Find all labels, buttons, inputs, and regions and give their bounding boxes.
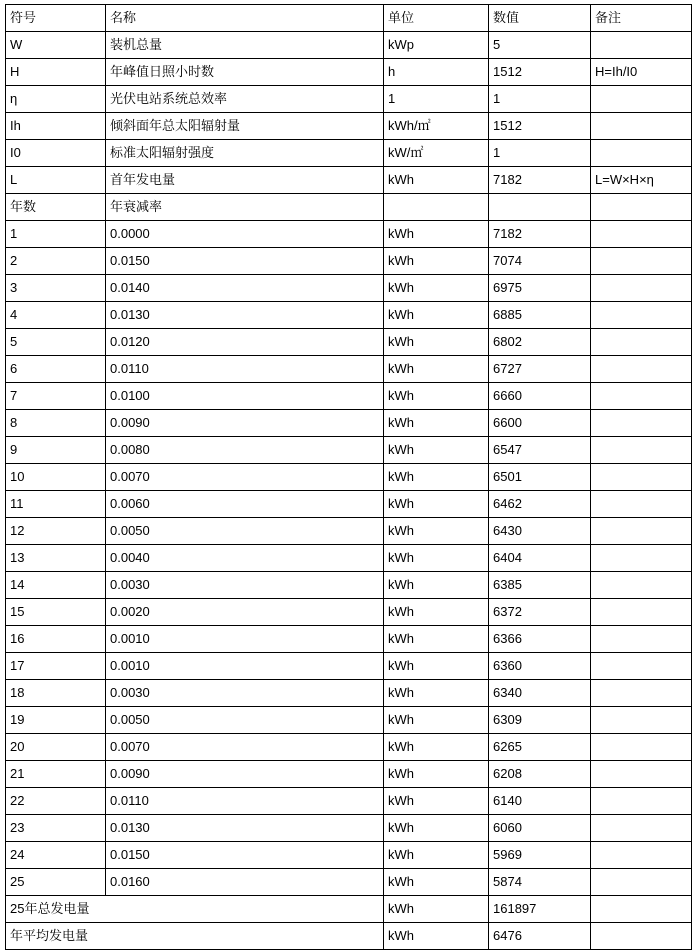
cell-symbol: 22 xyxy=(6,788,106,815)
cell-note xyxy=(591,464,692,491)
cell-value: 6385 xyxy=(489,572,591,599)
cell-symbol: 12 xyxy=(6,518,106,545)
cell-unit: kWh xyxy=(384,626,489,653)
table-row xyxy=(6,86,692,113)
cell-note xyxy=(591,437,692,464)
cell-value: 6975 xyxy=(489,275,591,302)
cell-name: 0.0150 xyxy=(106,842,384,869)
cell-value: 1512 xyxy=(489,59,591,86)
table-row xyxy=(6,194,692,221)
table-row xyxy=(6,464,692,491)
table-header-row xyxy=(6,5,692,32)
cell-unit: kWh xyxy=(384,734,489,761)
table-row xyxy=(6,248,692,275)
cell-note xyxy=(591,518,692,545)
cell-symbol: 13 xyxy=(6,545,106,572)
cell-symbol: 10 xyxy=(6,464,106,491)
cell-symbol: 6 xyxy=(6,356,106,383)
cell-name: 0.0030 xyxy=(106,572,384,599)
cell-unit: kWh xyxy=(384,761,489,788)
cell-value: 6885 xyxy=(489,302,591,329)
cell-unit: kWh xyxy=(384,923,489,950)
cell-symbol: L xyxy=(6,167,106,194)
cell-unit xyxy=(384,194,489,221)
cell-note xyxy=(591,221,692,248)
cell-name: 0.0090 xyxy=(106,761,384,788)
cell-note xyxy=(591,599,692,626)
cell-unit: kWh xyxy=(384,410,489,437)
cell-name: 0.0050 xyxy=(106,707,384,734)
cell-value: 6366 xyxy=(489,626,591,653)
cell-value xyxy=(489,194,591,221)
cell-name: 0.0050 xyxy=(106,518,384,545)
cell-unit: kWh xyxy=(384,518,489,545)
cell-note xyxy=(591,896,692,923)
cell-symbol: 19 xyxy=(6,707,106,734)
cell-symbol: 20 xyxy=(6,734,106,761)
cell-value: 6547 xyxy=(489,437,591,464)
cell-unit: kWh/㎡ xyxy=(384,113,489,140)
cell-unit: kWh xyxy=(384,167,489,194)
pv-generation-table xyxy=(5,4,692,950)
cell-value: 6430 xyxy=(489,518,591,545)
table-body xyxy=(6,5,692,950)
cell-unit: kW/㎡ xyxy=(384,140,489,167)
cell-summary-label: 年平均发电量 xyxy=(6,923,384,950)
cell-symbol: 9 xyxy=(6,437,106,464)
cell-value: 6140 xyxy=(489,788,591,815)
table-row xyxy=(6,410,692,437)
cell-name: 0.0020 xyxy=(106,599,384,626)
cell-summary-label: 25年总发电量 xyxy=(6,896,384,923)
cell-note xyxy=(591,707,692,734)
cell-symbol: W xyxy=(6,32,106,59)
cell-note xyxy=(591,761,692,788)
summary-row xyxy=(6,923,692,950)
cell-unit: kWh xyxy=(384,815,489,842)
cell-note xyxy=(591,788,692,815)
cell-name: 倾斜面年总太阳辐射量 xyxy=(106,113,384,140)
table-row xyxy=(6,383,692,410)
cell-value: 6372 xyxy=(489,599,591,626)
cell-name: 0.0070 xyxy=(106,464,384,491)
cell-unit: kWh xyxy=(384,680,489,707)
cell-name: 0.0150 xyxy=(106,248,384,275)
cell-value: 1 xyxy=(489,140,591,167)
table-row xyxy=(6,491,692,518)
cell-unit: kWh xyxy=(384,302,489,329)
cell-name: 0.0030 xyxy=(106,680,384,707)
cell-symbol: 年数 xyxy=(6,194,106,221)
cell-note xyxy=(591,734,692,761)
cell-note xyxy=(591,194,692,221)
cell-name: 0.0100 xyxy=(106,383,384,410)
cell-value: 6208 xyxy=(489,761,591,788)
cell-symbol: 25 xyxy=(6,869,106,896)
cell-note xyxy=(591,572,692,599)
table-row xyxy=(6,788,692,815)
cell-value: 6360 xyxy=(489,653,591,680)
cell-value: 5969 xyxy=(489,842,591,869)
column-header-name: 名称 xyxy=(106,5,384,32)
cell-symbol: 11 xyxy=(6,491,106,518)
table-row xyxy=(6,761,692,788)
cell-unit: kWh xyxy=(384,788,489,815)
cell-symbol: 16 xyxy=(6,626,106,653)
cell-value: 6265 xyxy=(489,734,591,761)
cell-symbol: 4 xyxy=(6,302,106,329)
cell-value: 7182 xyxy=(489,221,591,248)
cell-note xyxy=(591,86,692,113)
cell-note xyxy=(591,653,692,680)
cell-name: 年峰值日照小时数 xyxy=(106,59,384,86)
cell-value: 6727 xyxy=(489,356,591,383)
cell-value: 6600 xyxy=(489,410,591,437)
cell-unit: kWh xyxy=(384,248,489,275)
cell-name: 0.0070 xyxy=(106,734,384,761)
cell-name: 0.0130 xyxy=(106,815,384,842)
cell-note: L=W×H×η xyxy=(591,167,692,194)
cell-value: 1 xyxy=(489,86,591,113)
cell-value: 6462 xyxy=(489,491,591,518)
cell-symbol: H xyxy=(6,59,106,86)
cell-value: 6501 xyxy=(489,464,591,491)
cell-value: 6309 xyxy=(489,707,591,734)
cell-note xyxy=(591,32,692,59)
cell-unit: kWh xyxy=(384,491,489,518)
cell-unit: kWh xyxy=(384,572,489,599)
cell-note xyxy=(591,329,692,356)
table-row xyxy=(6,140,692,167)
cell-name: 标准太阳辐射强度 xyxy=(106,140,384,167)
cell-note xyxy=(591,113,692,140)
cell-unit: kWh xyxy=(384,329,489,356)
cell-note xyxy=(591,140,692,167)
cell-note xyxy=(591,410,692,437)
cell-note xyxy=(591,248,692,275)
cell-name: 装机总量 xyxy=(106,32,384,59)
cell-unit: kWh xyxy=(384,842,489,869)
cell-unit: 1 xyxy=(384,86,489,113)
cell-note xyxy=(591,680,692,707)
table-row xyxy=(6,653,692,680)
cell-note xyxy=(591,545,692,572)
cell-value: 6060 xyxy=(489,815,591,842)
cell-symbol: 1 xyxy=(6,221,106,248)
cell-note xyxy=(591,491,692,518)
cell-value: 161897 xyxy=(489,896,591,923)
cell-value: 6802 xyxy=(489,329,591,356)
cell-unit: kWp xyxy=(384,32,489,59)
cell-note xyxy=(591,626,692,653)
table-row xyxy=(6,221,692,248)
table-row xyxy=(6,707,692,734)
cell-name: 首年发电量 xyxy=(106,167,384,194)
cell-name: 0.0110 xyxy=(106,788,384,815)
cell-value: 6340 xyxy=(489,680,591,707)
cell-name: 0.0090 xyxy=(106,410,384,437)
cell-name: 年衰减率 xyxy=(106,194,384,221)
cell-note xyxy=(591,356,692,383)
cell-symbol: 2 xyxy=(6,248,106,275)
column-header-value: 数值 xyxy=(489,5,591,32)
cell-symbol: 8 xyxy=(6,410,106,437)
cell-symbol: 3 xyxy=(6,275,106,302)
table-row xyxy=(6,680,692,707)
cell-unit: kWh xyxy=(384,275,489,302)
cell-note xyxy=(591,869,692,896)
cell-name: 0.0010 xyxy=(106,626,384,653)
cell-note xyxy=(591,302,692,329)
cell-symbol: I0 xyxy=(6,140,106,167)
table-row xyxy=(6,815,692,842)
cell-symbol: 24 xyxy=(6,842,106,869)
cell-symbol: 21 xyxy=(6,761,106,788)
cell-symbol: Ih xyxy=(6,113,106,140)
table-row xyxy=(6,329,692,356)
cell-symbol: 23 xyxy=(6,815,106,842)
cell-unit: kWh xyxy=(384,653,489,680)
table-row xyxy=(6,599,692,626)
cell-name: 0.0010 xyxy=(106,653,384,680)
table-row xyxy=(6,626,692,653)
cell-note xyxy=(591,923,692,950)
column-header-symbol: 符号 xyxy=(6,5,106,32)
table-row xyxy=(6,302,692,329)
table-row xyxy=(6,869,692,896)
cell-unit: kWh xyxy=(384,545,489,572)
cell-unit: kWh xyxy=(384,869,489,896)
table-row xyxy=(6,437,692,464)
cell-symbol: η xyxy=(6,86,106,113)
cell-value: 7182 xyxy=(489,167,591,194)
cell-value: 5874 xyxy=(489,869,591,896)
cell-name: 0.0110 xyxy=(106,356,384,383)
table-row xyxy=(6,518,692,545)
cell-symbol: 7 xyxy=(6,383,106,410)
cell-name: 0.0160 xyxy=(106,869,384,896)
column-header-note: 备注 xyxy=(591,5,692,32)
cell-value: 7074 xyxy=(489,248,591,275)
summary-row xyxy=(6,896,692,923)
cell-name: 0.0140 xyxy=(106,275,384,302)
cell-symbol: 15 xyxy=(6,599,106,626)
table-row xyxy=(6,275,692,302)
cell-value: 6660 xyxy=(489,383,591,410)
table-row xyxy=(6,734,692,761)
cell-name: 光伏电站系统总效率 xyxy=(106,86,384,113)
cell-unit: kWh xyxy=(384,221,489,248)
cell-symbol: 5 xyxy=(6,329,106,356)
table-row xyxy=(6,545,692,572)
cell-note: H=Ih/I0 xyxy=(591,59,692,86)
table-row xyxy=(6,167,692,194)
cell-name: 0.0130 xyxy=(106,302,384,329)
table-row xyxy=(6,113,692,140)
cell-unit: kWh xyxy=(384,599,489,626)
cell-symbol: 18 xyxy=(6,680,106,707)
cell-value: 1512 xyxy=(489,113,591,140)
cell-unit: kWh xyxy=(384,356,489,383)
cell-unit: kWh xyxy=(384,707,489,734)
cell-name: 0.0060 xyxy=(106,491,384,518)
cell-value: 6404 xyxy=(489,545,591,572)
cell-value: 5 xyxy=(489,32,591,59)
cell-unit: kWh xyxy=(384,383,489,410)
cell-name: 0.0080 xyxy=(106,437,384,464)
cell-symbol: 17 xyxy=(6,653,106,680)
cell-unit: kWh xyxy=(384,464,489,491)
cell-note xyxy=(591,383,692,410)
table-row xyxy=(6,59,692,86)
column-header-unit: 单位 xyxy=(384,5,489,32)
cell-name: 0.0120 xyxy=(106,329,384,356)
cell-unit: h xyxy=(384,59,489,86)
cell-note xyxy=(591,842,692,869)
table-row xyxy=(6,32,692,59)
cell-unit: kWh xyxy=(384,896,489,923)
cell-note xyxy=(591,815,692,842)
cell-name: 0.0040 xyxy=(106,545,384,572)
table-row xyxy=(6,356,692,383)
cell-symbol: 14 xyxy=(6,572,106,599)
table-row xyxy=(6,572,692,599)
cell-value: 6476 xyxy=(489,923,591,950)
cell-unit: kWh xyxy=(384,437,489,464)
cell-name: 0.0000 xyxy=(106,221,384,248)
cell-note xyxy=(591,275,692,302)
table-row xyxy=(6,842,692,869)
